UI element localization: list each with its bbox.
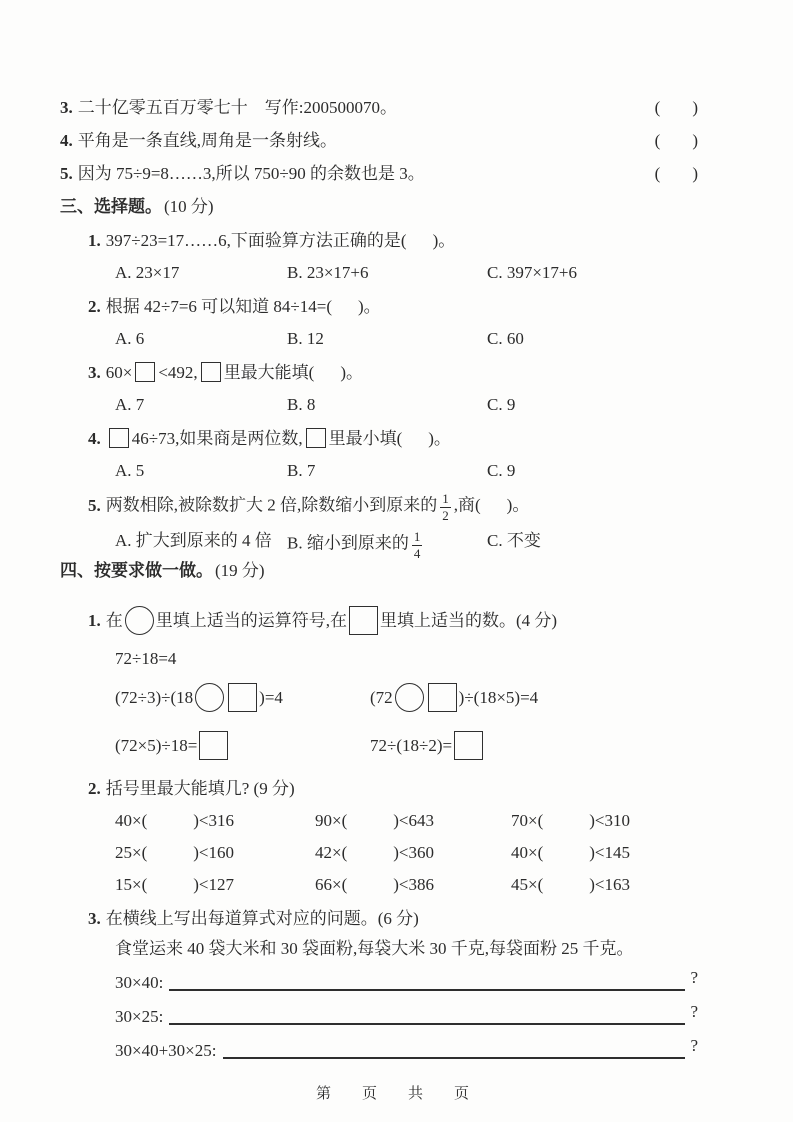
truefalse-item [60,97,698,119]
question-stem [88,604,698,638]
fraction-denominator: 4 [413,545,421,561]
text-segment: )。 [428,429,451,448]
text-segment: C. 不变 [487,531,541,551]
question-number: 2. [88,297,101,316]
text-segment: 里填上适当的数。(4 分) [380,611,558,630]
text-segment: 里填上适当的运算符号,在 [155,611,347,630]
option [487,394,698,416]
text-segment: 根据 42÷7=6 可以知道 84÷14=( [105,297,332,316]
do-section [60,560,698,1062]
statement-text [60,130,337,152]
fill-in-cell [115,842,315,864]
question-stem [88,294,698,320]
fill-in-cell [511,874,698,896]
footer-text: 第 页 共 页 [315,1086,477,1102]
section-title-text: 三、选择题。 [60,197,162,216]
option [487,460,698,482]
question-stem [88,426,698,452]
text-segment: )<310 [589,811,630,830]
answer-line [169,1009,685,1025]
truefalse-item [60,130,698,152]
text-segment: ) [692,131,698,150]
option [287,394,487,416]
fraction [440,492,451,522]
question-title-text: 在横线上写出每道算式对应的问题。(6 分) [105,909,419,928]
text-segment: 40×( [511,843,544,862]
equation [370,680,698,716]
text-segment: B. 12 [287,329,324,348]
answer-box [109,428,129,448]
option [287,328,487,350]
option [115,460,287,482]
text-segment: )<316 [193,811,234,830]
fraction-numerator: 1 [442,491,449,506]
fill-in-cell [115,810,315,832]
text-segment: 里最小填( [328,429,403,448]
text-segment: )<360 [393,843,434,862]
text-segment: )。 [432,231,456,250]
fill-in-cell [511,810,698,832]
answer-box [454,731,483,760]
text-segment: )<145 [589,843,630,862]
fill-in-cell [511,842,698,864]
text-segment: 90×( [315,811,348,830]
question-number: 3. [88,909,101,928]
options-row [115,530,698,560]
question-number: 1. [88,231,101,250]
fraction-numerator: 1 [413,529,421,545]
text-segment: 两数相除,被除数扩大 2 倍,除数缩小到原来的 [105,495,438,515]
text-segment: )÷(18×5)=4 [458,688,539,707]
text-segment: C. 9 [487,395,516,414]
text-segment: 60× [105,363,133,382]
text-segment: ) [692,98,698,117]
truefalse-item [60,163,698,185]
page-footer [0,1082,793,1103]
text-segment: 66×( [315,875,348,894]
given-equation: 72÷18=4 [115,649,177,668]
equation [115,728,370,764]
question-stem [88,228,698,254]
option [487,262,698,284]
text-segment: 25×( [115,843,148,862]
option [287,262,487,284]
text-segment: A. 扩大到原来的 4 倍 [115,531,272,551]
text-segment: C. 397×17+6 [487,263,578,282]
text-segment: B. 8 [287,395,316,414]
problem-intro: 食堂运来 40 袋大米和 30 袋面粉,每袋大米 30 千克,每袋面粉 25 千克。 [115,939,634,958]
answer-bracket [655,97,698,119]
answer-blank-row [115,1036,698,1062]
fill-in-cell [315,842,511,864]
options-row [115,328,698,350]
text-segment: ( [654,164,661,183]
section-title [60,196,698,218]
statement-text [60,163,425,185]
item-number: 3. [60,98,73,117]
answer-bracket [655,130,698,152]
answer-box [228,683,257,712]
answer-line [169,975,685,991]
text-segment: )。 [506,495,530,515]
truefalse-section [60,97,698,196]
text-segment: (72 [370,688,393,707]
question-number: 3. [88,363,101,382]
answer-box [349,606,378,635]
text-segment: )=4 [259,688,283,707]
text-segment: B. 7 [287,461,316,480]
text-segment: 397÷23=17……6,下面验算方法正确的是( [105,231,407,250]
text-segment: C. 60 [487,329,524,348]
option [487,328,698,350]
text-segment: (72×5)÷18= [115,736,198,755]
text-segment: 15×( [115,875,148,894]
question-stem [88,906,698,932]
text-segment: 72÷(18÷2)= [370,736,453,755]
text-segment: C. 9 [487,461,516,480]
section-score: (10 分) [164,197,214,216]
expression-label: 30×40: [115,973,164,992]
text-segment: 40×( [115,811,148,830]
text-segment: <492, [158,363,198,382]
text-segment: B. 23×17+6 [287,263,369,282]
equation [370,728,698,764]
question-title-text: 括号里最大能填几? (9 分) [105,779,295,798]
statement-text [60,97,397,119]
question-stem [88,776,698,802]
question-number: 1. [88,611,101,630]
answer-blank-row [115,968,698,994]
fraction-denominator: 2 [442,507,449,523]
text-segment: 45×( [511,875,544,894]
question-stem [88,492,698,522]
option [115,530,287,560]
option [287,530,487,560]
section-score: (19 分) [215,561,265,580]
text-segment: )<160 [193,843,234,862]
text-segment: 二十亿零五百万零七十 写作:200500070。 [77,98,397,117]
section-title [60,560,698,582]
text-segment: )<163 [589,875,630,894]
text-segment: 因为 75÷9=8……3,所以 750÷90 的余数也是 3。 [77,164,425,183]
choice-section [60,196,698,561]
answer-box [201,362,221,382]
expression-label: 30×40+30×25: [115,1041,217,1060]
option [115,328,287,350]
option [487,530,698,560]
option [115,394,287,416]
fill-in-cell [315,874,511,896]
text-segment: ( [654,98,661,117]
question-stem [88,360,698,386]
answer-line [223,1043,686,1059]
text-segment: 里最大能填( [223,363,315,382]
text-segment: 42×( [315,843,348,862]
question-number: 5. [88,495,101,515]
fraction [412,530,423,560]
equation-grid [115,680,698,764]
answer-blank-row [115,1002,698,1028]
equation [115,680,370,716]
answer-box [135,362,155,382]
text-segment: B. 缩小到原来的 [287,533,409,553]
text-segment: (72÷3)÷(18 [115,688,194,707]
option [287,460,487,482]
text-segment: 平角是一条直线,周角是一条射线。 [77,131,337,150]
expression-label: 30×25: [115,1007,164,1026]
fill-in-cell [115,874,315,896]
answer-box [306,428,326,448]
text-segment: )。 [358,297,381,316]
fill-in-grid [115,810,698,896]
operator-circle [195,683,224,712]
text-segment: 在 [105,611,123,630]
text-segment: ,商( [453,495,481,515]
text-segment: A. 6 [115,329,145,348]
question-mark: ? [690,1002,698,1021]
question-number: 4. [88,429,101,448]
text-segment: A. 5 [115,461,145,480]
question-number: 2. [88,779,101,798]
options-row [115,394,698,416]
text-segment: 46÷73,如果商是两位数, [131,429,303,448]
text-segment: 70×( [511,811,544,830]
text-segment: ( [654,131,661,150]
text-segment: A. 7 [115,395,145,414]
text-segment: )<386 [393,875,434,894]
operator-circle [125,606,154,635]
fill-in-cell [315,810,511,832]
text-segment: )<643 [393,811,434,830]
operator-circle [395,683,424,712]
answer-box [199,731,228,760]
options-row [115,262,698,284]
question-mark: ? [690,1036,698,1055]
text-segment: A. 23×17 [115,263,180,282]
option [115,262,287,284]
section-title-text: 四、按要求做一做。 [60,561,213,580]
text-segment: )。 [340,363,364,382]
text-segment: ) [692,164,698,183]
item-number: 4. [60,131,73,150]
options-row [115,460,698,482]
question-mark: ? [690,968,698,987]
text-segment: )<127 [193,875,234,894]
item-number: 5. [60,164,73,183]
answer-box [428,683,457,712]
answer-bracket [655,163,698,185]
